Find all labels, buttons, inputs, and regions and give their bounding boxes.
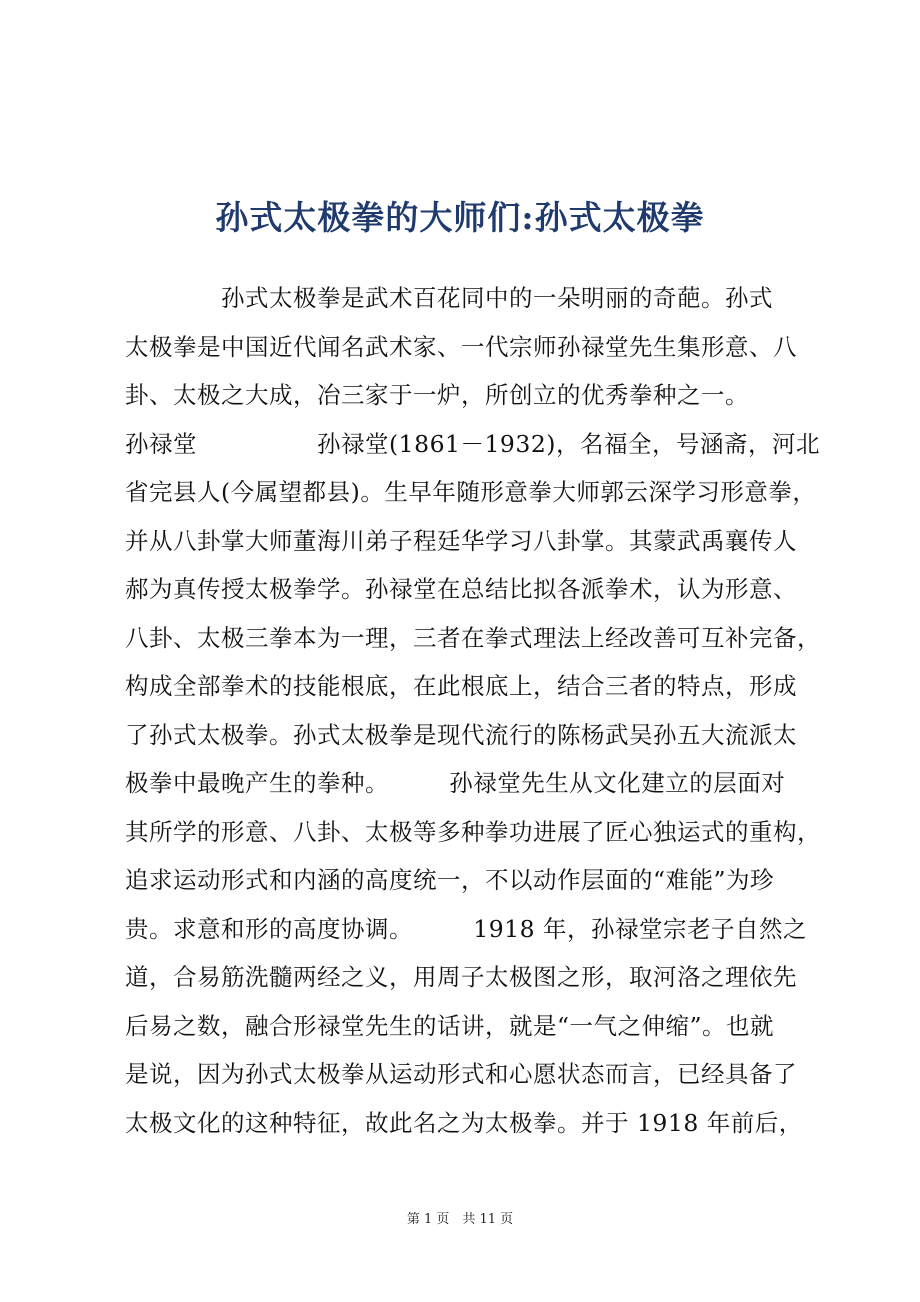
body-line: 并从八卦掌大师董海川弟子程廷华学习八卦掌。其蒙武禹襄传人	[125, 526, 797, 555]
body-line: 孙式太极拳是武术百花同中的一朵明丽的奇葩。孙式	[125, 284, 773, 312]
body-line: 追求运动形式和内涵的高度统一，不以动作层面的“难能”为珍	[125, 866, 775, 894]
body-line: 郝为真传授太极拳学。孙禄堂在总结比拟各派拳术，认为形意、	[125, 575, 797, 603]
body-line: 八卦、太极三拳本为一理，三者在拳式理法上经改善可互补完备，	[125, 623, 821, 652]
page-footer: 第 1 页 共 11 页	[406, 1212, 514, 1227]
document-title: 孙式太极拳的大师们:孙式太极拳	[215, 198, 705, 237]
body-line: 了孙式太极拳。孙式太极拳是现代流行的陈杨武吴孙五大流派太	[125, 720, 797, 749]
body-line: 其所学的形意、八卦、太极等多种拳功进展了匠心独运式的重构，	[125, 817, 821, 846]
body-line: 太极拳是中国近代闻名武术家、一代宗师孙禄堂先生集形意、八	[125, 332, 797, 361]
body-line: 后易之数，融合形禄堂先生的话讲，就是“一气之伸缩”。也就	[125, 1011, 775, 1040]
body-line: 道，合易筋洗髓两经之义，用周子太极图之形，取河洛之理依先	[125, 963, 797, 991]
body-line: 卦、太极之大成，冶三家于一炉，所创立的优秀拳种之一。	[125, 381, 749, 409]
body-line: 构成全部拳术的技能根底，在此根底上，结合三者的特点，形成	[125, 672, 797, 700]
body-line: 太极文化的这种特征，故此名之为太极拳。并于 1918 年前后，	[125, 1108, 803, 1137]
document-body	[125, 276, 821, 1149]
body-line: 孙禄堂 孙禄堂(1861－1932)，名福全，号涵斋，河北	[125, 429, 820, 458]
body-line: 省完县人(今属望都县)。生早年随形意拳大师郭云深学习形意拳，	[125, 478, 817, 506]
body-line: 极拳中最晚产生的拳种。 孙禄堂先生从文化建立的层面对	[125, 769, 786, 797]
body-line: 是说，因为孙式太极拳从运动形式和心愿状态而言，已经具备了	[125, 1060, 797, 1088]
body-line: 贵。求意和形的高度协调。 1918 年，孙禄堂宗老子自然之	[125, 914, 808, 943]
